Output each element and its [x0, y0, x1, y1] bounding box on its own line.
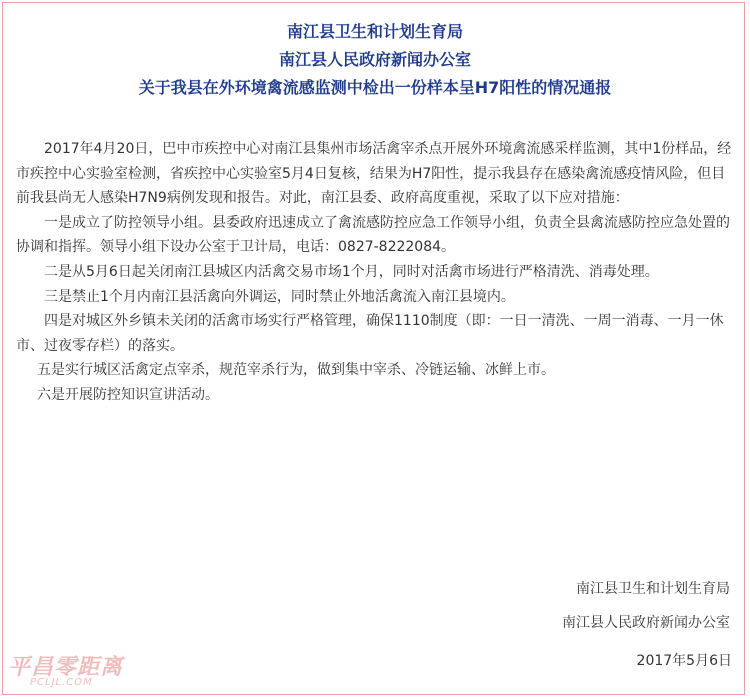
paragraph-measure-5: 五是实行城区活禽定点宰杀，规范宰杀行为，做到集中宰杀、冷链运输、冰鲜上市。 — [37, 362, 555, 379]
watermark-logo-text: 平昌零距离 — [8, 655, 124, 680]
paragraph-intro: 2017年4月20日，巴中市疾控中心对南江县集州市场活禽宰杀点开展外环境禽流感采样监测，其中1份样品，经市疾控中心实验室检测，省疾控中心实验室5月4日复核，结果为H7阳性，提示我县存在感染禽流感疫情风险，但目前我县尚无人感染H7N9病例发现和报告。对此，南江县委、政府高度重视，采取了以下应对措施： — [16, 141, 732, 207]
notice-body — [16, 137, 738, 408]
paragraph-measure-2: 二是从5月6日起关闭南江县城区内活禽交易市场1个月，同时对活禽市场进行严格清洗、消毒处理。 — [44, 263, 659, 280]
notice-title: 关于我县在外环境禽流感监测中检出一份样本呈H7阳性的情况通报 — [138, 78, 612, 97]
paragraph-measure-6: 六是开展防控知识宣讲活动。 — [37, 386, 219, 403]
paragraph-measure-3: 三是禁止1个月内南江县活禽向外调运，同时禁止外地活禽流入南江县境内。 — [44, 288, 515, 305]
paragraph-measure-1: 一是成立了防控领导小组。县委政府迅速成立了禽流感防控应急工作领导小组，负责全县禽流感防控应急处置的协调和指挥。领导小组下设办公室于卫计局，电话：0827-8222084。 — [16, 214, 730, 256]
signoff-date: 2017年5月6日 — [636, 653, 732, 669]
signoff-health-bureau: 南江县卫生和计划生育局 — [576, 581, 730, 597]
paragraph-measure-4: 四是对城区外乡镇未关闭的活禽市场实行严格管理，确保1110制度（即：一日一清洗、一周一消毒、一月一休市、过夜零存栏）的落实。 — [16, 313, 724, 354]
signoff-news-office: 南江县人民政府新闻办公室 — [562, 615, 730, 631]
issuer-news-office: 南江县人民政府新闻办公室 — [278, 50, 471, 69]
watermark-domain: PCLJL.COM — [30, 677, 93, 688]
document-header — [0, 18, 750, 102]
issuer-health-bureau: 南江县卫生和计划生育局 — [286, 22, 463, 41]
site-watermark — [8, 650, 128, 694]
